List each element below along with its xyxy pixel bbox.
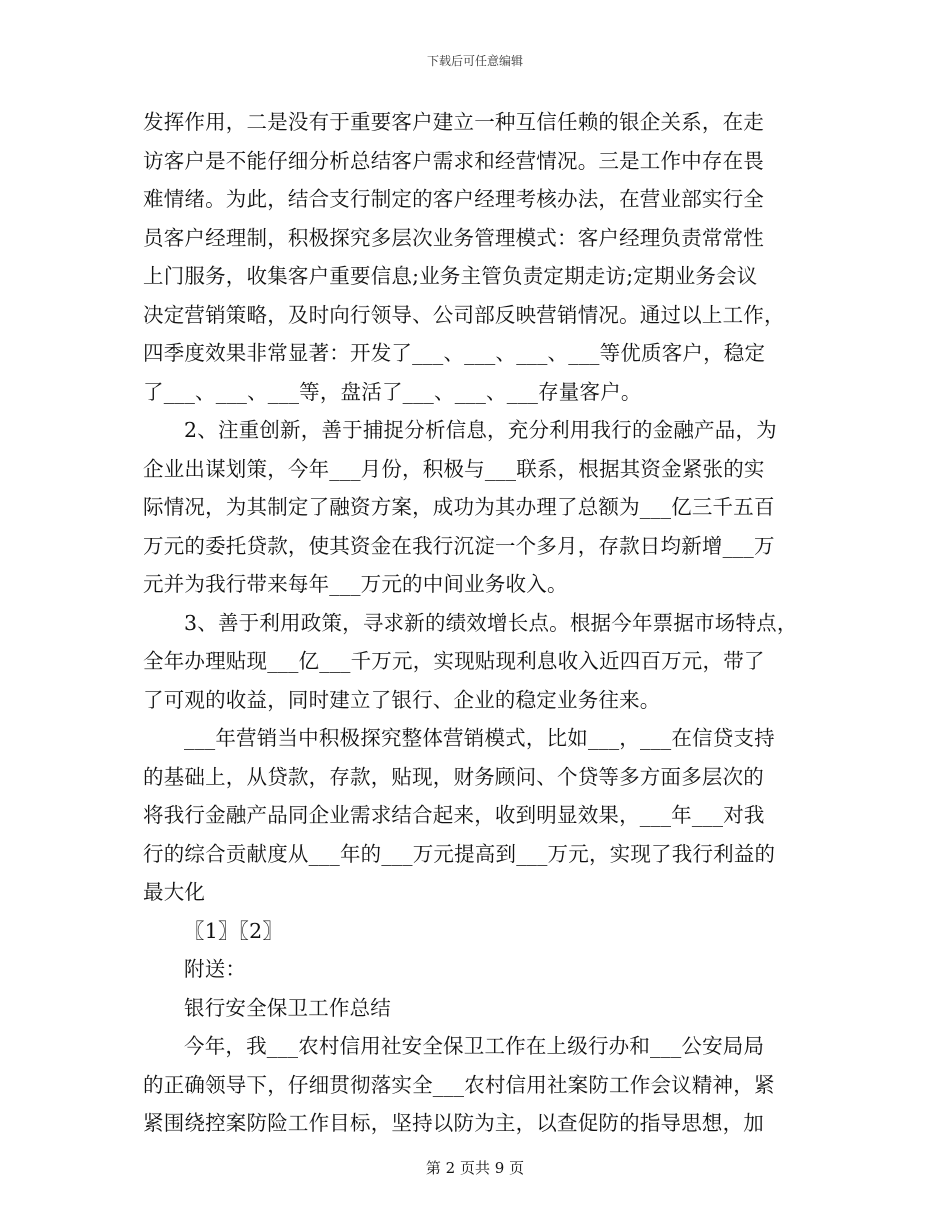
- text-line: 今年，我___农村信用社安全保卫工作在上级行办和___公安局局: [184, 1034, 765, 1058]
- text-line: 四季度效果非常显著：开发了___、___、___、___等优质客户，稳定: [143, 341, 766, 365]
- page-header: 下载后可任意编辑: [426, 54, 523, 68]
- text-line: 附送：: [184, 957, 247, 981]
- text-line: 了可观的收益，同时建立了银行、企业的稳定业务往来。: [143, 687, 661, 712]
- text-line: 最大化: [143, 880, 206, 904]
- text-line: 决定营销策略，及时向行领导、公司部反映营销情况。通过以上工作，: [143, 302, 785, 327]
- text-line: ___年营销当中积极探究整体营销模式，比如___，___在信贷支持: [184, 726, 775, 750]
- text-line: 〖1〗〖2〗: [184, 918, 284, 943]
- page-footer: 第 2 页共 9 页: [425, 1159, 525, 1177]
- text-line: 的正确领导下，仔细贯彻落实全___农村信用社案防工作会议精神，紧: [143, 1072, 775, 1097]
- text-line: 将我行金融产品同企业需求结合起来，收到明显效果，___年___对我: [143, 803, 765, 827]
- document-body: [143, 103, 808, 1143]
- text-line: 访客户是不能仔细分析总结客户需求和经营情况。三是工作中存在畏: [143, 148, 764, 173]
- text-line: 元并为我行带来每年___万元的中间业务收入。: [143, 572, 568, 596]
- text-line: 企业出谋划策，今年___月份，积极与___联系，根据其资金紧张的实: [143, 456, 765, 481]
- text-line: 银行安全保卫工作总结: [184, 995, 391, 1020]
- text-line: 全年办理贴现___亿___千万元，实现贴现利息收入近四百万元，带了: [143, 649, 765, 673]
- text-line: 紧围绕控案防险工作目标，坚持以防为主，以查促防的指导思想，加: [143, 1111, 764, 1135]
- text-line: 的基础上，从贷款，存款，贴现，财务顾问、个贷等多方面多层次的: [143, 764, 764, 789]
- text-line: 难情绪。为此，结合支行制定的客户经理考核办法，在营业部实行全: [143, 187, 764, 211]
- text-line: 3、善于利用政策，寻求新的绩效增长点。根据今年票据市场特点，: [184, 610, 798, 635]
- text-line: 万元的委托贷款，使其资金在我行沉淀一个多月，存款日均新增___万: [143, 533, 775, 558]
- text-line: 发挥作用，二是没有于重要客户建立一种互信任赖的银企关系，在走: [143, 110, 764, 134]
- text-line: 员客户经理制，积极探究多层次业务管理模式：客户经理负责常常性: [143, 225, 764, 250]
- text-line: 2、注重创新，善于捕捉分析信息，充分利用我行的金融产品，为: [184, 418, 777, 442]
- text-line: 行的综合贡献度从___年的___万元提高到___万元，实现了我行利益的: [143, 841, 776, 866]
- text-line: 际情况，为其制定了融资方案，成功为其办理了总额为___亿三千五百: [143, 495, 775, 519]
- text-line: 上门服务，收集客户重要信息;业务主管负责定期走访;定期业务会议: [143, 264, 758, 288]
- text-line: 了___、___、___等，盘活了___、___、___存量客户。: [143, 379, 642, 404]
